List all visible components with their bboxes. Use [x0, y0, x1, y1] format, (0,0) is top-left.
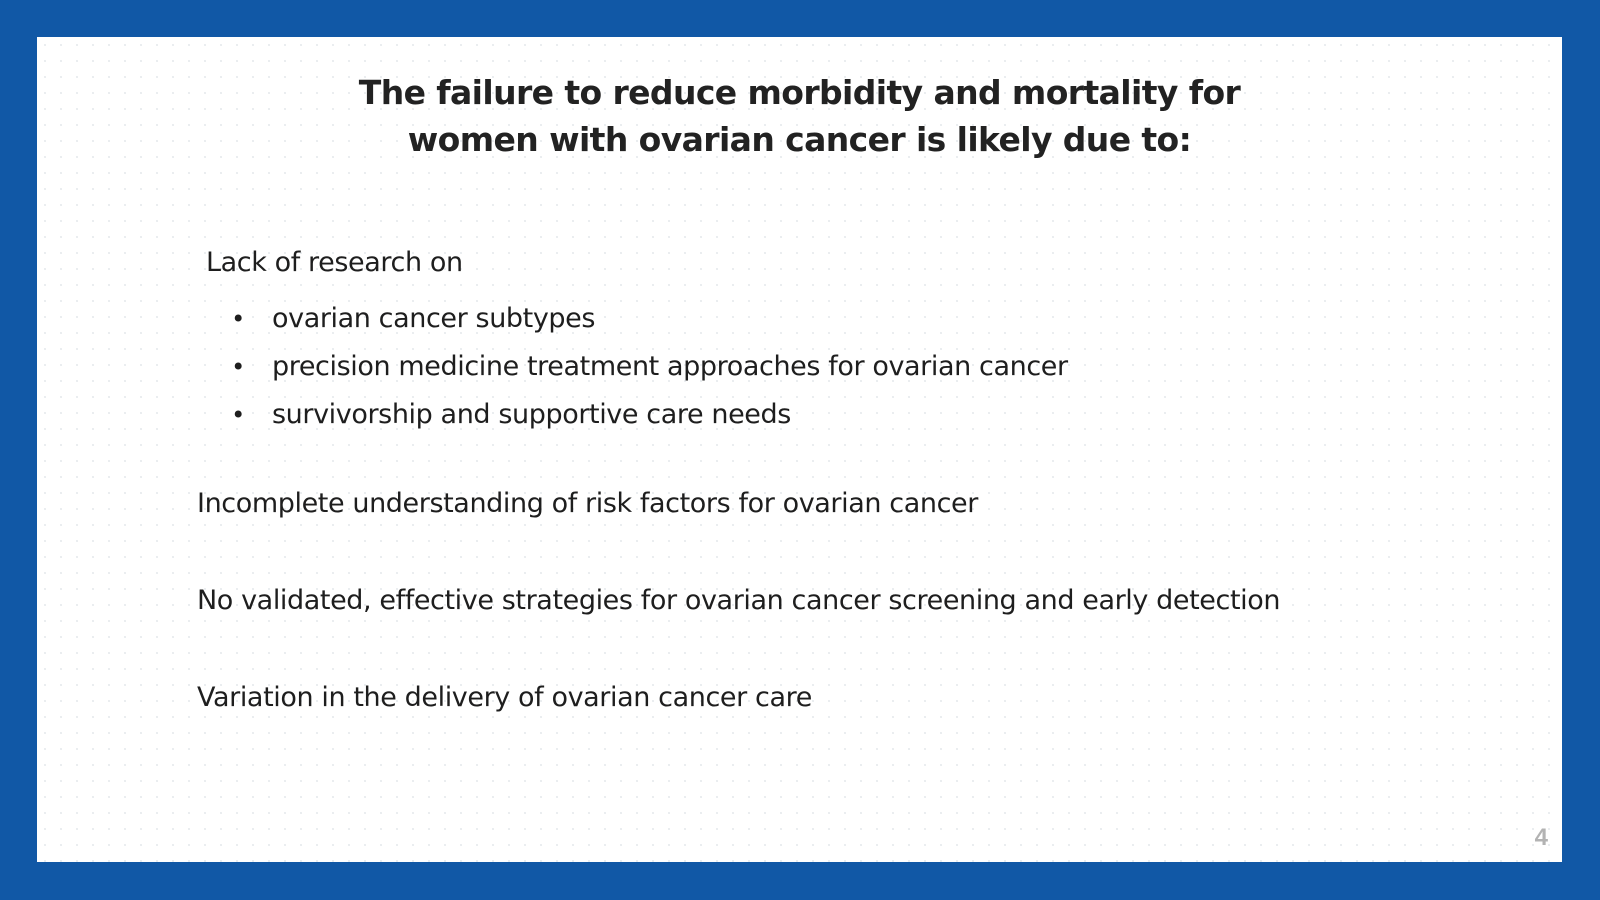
research-bullet-list — [228, 295, 1068, 439]
slide-title — [37, 69, 1562, 163]
bullet-item — [228, 295, 1068, 343]
screening-point: No validated, effective strategies for ovarian cancer screening and early detection — [197, 585, 1281, 616]
bullet-text: survivorship and supportive care needs — [272, 399, 791, 430]
page-number: 4 — [1534, 824, 1548, 851]
bullet-text: ovarian cancer subtypes — [272, 303, 596, 334]
bullet-icon: • — [231, 401, 245, 429]
bullet-text: precision medicine treatment approaches for ovarian cancer — [272, 351, 1068, 382]
research-lead-text: Lack of research on — [206, 247, 463, 278]
bullet-icon: • — [231, 305, 245, 333]
bullet-icon: • — [231, 353, 245, 381]
title-line-1: The failure to reduce morbidity and mortality for — [358, 73, 1241, 112]
title-line-2: women with ovarian cancer is likely due to: — [407, 120, 1192, 159]
slide-canvas — [37, 37, 1562, 862]
risk-factors-point: Incomplete understanding of risk factors for ovarian cancer — [197, 488, 978, 519]
bullet-item — [228, 391, 1068, 439]
bullet-item — [228, 343, 1068, 391]
care-delivery-point: Variation in the delivery of ovarian cancer care — [197, 682, 812, 713]
